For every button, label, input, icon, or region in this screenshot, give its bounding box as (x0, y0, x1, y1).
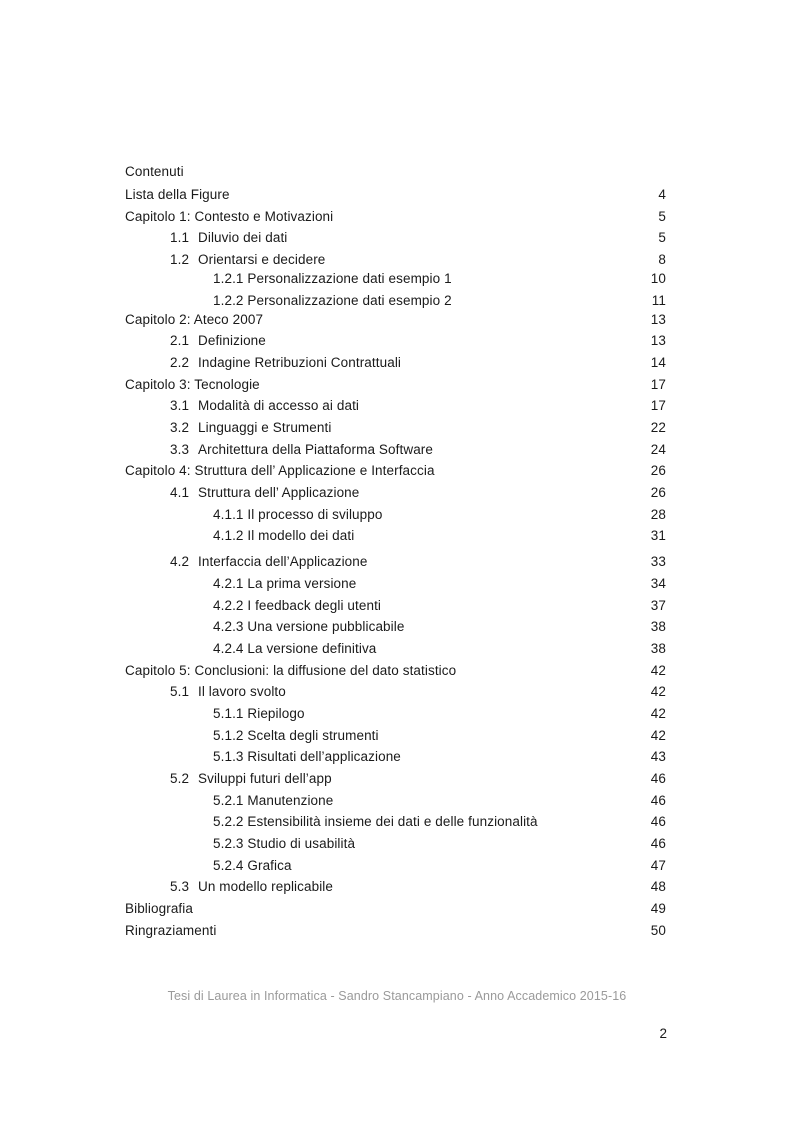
toc-entry-page: 50 (650, 923, 666, 938)
toc-entry-text: 4.2.1 La prima versione (213, 576, 357, 591)
toc-entry[interactable] (125, 835, 666, 853)
toc-entry[interactable] (125, 727, 666, 745)
toc-entry-number: 4.2 (170, 554, 190, 569)
toc-entry-label (213, 527, 354, 545)
toc-entry-text: Ringraziamenti (125, 923, 217, 938)
toc-entry-label (213, 792, 333, 810)
toc-entry-text: Capitolo 5: Conclusioni: la diffusione del dato statistico (125, 663, 457, 678)
toc-entry[interactable] (125, 270, 666, 288)
toc-entry-label (213, 835, 355, 853)
toc-entry-text: Capitolo 4: Struttura dell’ Applicazione e Interfaccia (125, 463, 435, 478)
toc-entry-label (125, 208, 333, 226)
toc-entry[interactable] (125, 748, 666, 766)
toc-entry-text: Interfaccia dell’Applicazione (198, 554, 368, 569)
toc-entry-page: 13 (650, 312, 666, 327)
toc-entry[interactable] (125, 484, 666, 502)
toc-entry-text: Definizione (198, 333, 266, 348)
toc-entry-page: 11 (651, 293, 666, 308)
toc-entry-text: 1.2.1 Personalizzazione dati esempio 1 (213, 271, 452, 286)
toc-entry-page: 42 (650, 684, 666, 699)
toc-entry[interactable] (125, 419, 666, 437)
toc-entry-page: 28 (650, 507, 666, 522)
toc-entry-label (170, 770, 332, 788)
toc-entry-page: 46 (650, 771, 666, 786)
toc-entry-label (125, 662, 456, 680)
toc-entry-label (213, 618, 404, 636)
toc-entry[interactable] (125, 640, 666, 658)
toc-entry-label (170, 878, 333, 896)
toc-entry-number: 1.2 (170, 252, 190, 267)
toc-entry-page: 4 (658, 187, 666, 202)
toc-entry-text: Lista della Figure (125, 187, 230, 202)
toc-entry-page: 26 (650, 485, 666, 500)
toc-entry-text: Capitolo 3: Tecnologie (125, 377, 260, 392)
toc-entry-page: 38 (650, 641, 666, 656)
toc-entry-text: Modalità di accesso ai dati (198, 398, 360, 413)
toc-entry-page: 38 (650, 619, 666, 634)
toc-entry[interactable] (125, 527, 666, 545)
toc-entry[interactable] (125, 878, 666, 896)
toc-title: Contenuti (125, 164, 184, 179)
toc-entry-text: 4.2.2 I feedback degli utenti (213, 598, 382, 613)
toc-entry-page: 17 (650, 377, 666, 392)
toc-entry-page: 17 (650, 398, 666, 413)
toc-entry-label (213, 748, 401, 766)
page-number: 2 (659, 1026, 667, 1041)
toc-entry[interactable] (125, 662, 666, 680)
toc-entry-page: 34 (650, 576, 666, 591)
toc-entry-text: 5.1.3 Risultati dell’applicazione (213, 749, 401, 764)
toc-entry-number: 3.1 (170, 398, 190, 413)
toc-entry-label (170, 397, 359, 415)
toc-entry-label (213, 506, 383, 524)
toc-entry[interactable] (125, 354, 666, 372)
toc-entry[interactable] (125, 597, 666, 615)
toc-entry[interactable] (125, 441, 666, 459)
toc-entry-label (213, 857, 292, 875)
toc-entry-page: 10 (650, 271, 666, 286)
toc-entry-number: 3.2 (170, 420, 190, 435)
toc-entry[interactable] (125, 553, 666, 571)
toc-entry[interactable] (125, 792, 666, 810)
toc-entry-page: 49 (650, 901, 666, 916)
toc-entry-label (213, 640, 376, 658)
toc-entry-page: 43 (650, 749, 666, 764)
toc-entry-number: 3.3 (170, 442, 190, 457)
toc-entry-label (170, 553, 368, 571)
toc-entry-page: 8 (658, 252, 666, 267)
toc-entry-label (125, 900, 193, 918)
toc-entry-label (125, 186, 230, 204)
toc-entry[interactable] (125, 683, 666, 701)
toc-entry-label (125, 376, 260, 394)
toc-entry-number: 2.2 (170, 355, 190, 370)
toc-entry[interactable] (125, 900, 666, 918)
toc-entry-text: 4.2.3 Una versione pubblicabile (213, 619, 405, 634)
toc-entry[interactable] (125, 397, 666, 415)
toc-entry-text: Diluvio dei dati (198, 230, 288, 245)
toc-entry[interactable] (125, 292, 666, 310)
toc-entry-page: 46 (650, 814, 666, 829)
toc-entry-label (213, 597, 381, 615)
toc-entry-number: 5.1 (170, 684, 190, 699)
toc-entry[interactable] (125, 770, 666, 788)
toc-entry-label (170, 419, 331, 437)
toc-entry[interactable] (125, 506, 666, 524)
toc-entry-text: 5.2.4 Grafica (213, 858, 292, 873)
toc-entry-text: Un modello replicabile (198, 879, 334, 894)
toc-entry[interactable] (125, 813, 666, 831)
toc-entry-page: 24 (650, 442, 666, 457)
toc-entry-number: 5.2 (170, 771, 190, 786)
toc-entry[interactable] (125, 575, 666, 593)
toc-entry-page: 46 (650, 836, 666, 851)
toc-entry[interactable] (125, 376, 666, 394)
toc-entry-page: 42 (650, 663, 666, 678)
toc-entry-page: 47 (650, 858, 666, 873)
toc-entry-text: Indagine Retribuzioni Contrattuali (198, 355, 402, 370)
toc-entry-text: 5.2.1 Manutenzione (213, 793, 334, 808)
toc-entry-page: 42 (650, 728, 666, 743)
toc-entry-text: 1.2.2 Personalizzazione dati esempio 2 (213, 293, 452, 308)
toc-entry-label (170, 441, 433, 459)
toc-entry-text: Linguaggi e Strumenti (198, 420, 332, 435)
toc-entry-page: 46 (650, 793, 666, 808)
toc-entry-label (125, 922, 216, 940)
toc-entry-text: Capitolo 2: Ateco 2007 (125, 312, 264, 327)
toc-entry[interactable] (125, 922, 666, 940)
toc-entry-page: 37 (650, 598, 666, 613)
toc-entry[interactable] (125, 332, 666, 350)
toc-entry[interactable] (125, 857, 666, 875)
toc-entry[interactable] (125, 208, 666, 226)
toc-entry[interactable] (125, 251, 666, 269)
toc-entry-text: Orientarsi e decidere (198, 252, 326, 267)
toc-entry-page: 5 (658, 209, 666, 224)
toc-entry-number: 2.1 (170, 333, 190, 348)
toc-entry-text: 5.2.3 Studio di usabilità (213, 836, 356, 851)
toc-entry-page: 13 (650, 333, 666, 348)
toc-entry-text: 5.1.1 Riepilogo (213, 706, 305, 721)
toc-entry-page: 14 (650, 355, 666, 370)
toc-entry-label (125, 311, 263, 329)
toc-entry-page: 26 (650, 463, 666, 478)
toc-entry-text: Il lavoro svolto (198, 684, 286, 699)
toc-entry-label (213, 813, 538, 831)
toc-entry-label (213, 705, 305, 723)
toc-entry-page: 33 (650, 554, 666, 569)
toc-entry-number: 4.1 (170, 485, 190, 500)
toc-entry-page: 42 (650, 706, 666, 721)
toc-entry-text: Sviluppi futuri dell’app (198, 771, 332, 786)
toc-entry-text: 4.2.4 La versione definitiva (213, 641, 377, 656)
toc-entry-label (170, 332, 266, 350)
toc-entry-text: 4.1.2 Il modello dei dati (213, 528, 355, 543)
toc-entry-text: 5.2.2 Estensibilità insieme dei dati e delle funzionalità (213, 814, 538, 829)
toc-entry-label (170, 683, 286, 701)
toc-entry-number: 5.3 (170, 879, 190, 894)
toc-entry-text: Architettura della Piattaforma Software (198, 442, 434, 457)
toc-entry-label (213, 270, 452, 288)
toc-entry[interactable] (125, 705, 666, 723)
toc-entry-label (170, 484, 359, 502)
toc-entry-label (170, 229, 287, 247)
toc-entry-page: 31 (650, 528, 666, 543)
toc-entry[interactable] (125, 186, 666, 204)
toc-entry-text: Struttura dell’ Applicazione (198, 485, 360, 500)
toc-entry-label (125, 462, 435, 480)
toc-entry-text: 4.1.1 Il processo di sviluppo (213, 507, 383, 522)
toc-entry-text: Capitolo 1: Contesto e Motivazioni (125, 209, 334, 224)
toc-entry-label (170, 251, 325, 269)
page-footer: Tesi di Laurea in Informatica - Sandro Stancampiano - Anno Accademico 2015-16 (167, 989, 627, 1003)
toc-entry-number: 1.1 (170, 230, 190, 245)
toc-entry[interactable] (125, 229, 666, 247)
toc-entry-page: 22 (650, 420, 666, 435)
toc-entry-page: 5 (658, 230, 666, 245)
toc-entry-page: 48 (650, 879, 666, 894)
toc-entry-text: Bibliografia (125, 901, 193, 916)
toc-entry[interactable] (125, 311, 666, 329)
toc-entry-label (213, 727, 379, 745)
toc-entry-label (213, 575, 356, 593)
toc-entry[interactable] (125, 618, 666, 636)
toc-entry[interactable] (125, 462, 666, 480)
toc-entry-label (170, 354, 401, 372)
toc-entry-text: 5.1.2 Scelta degli strumenti (213, 728, 379, 743)
toc-entry-label (213, 292, 452, 310)
